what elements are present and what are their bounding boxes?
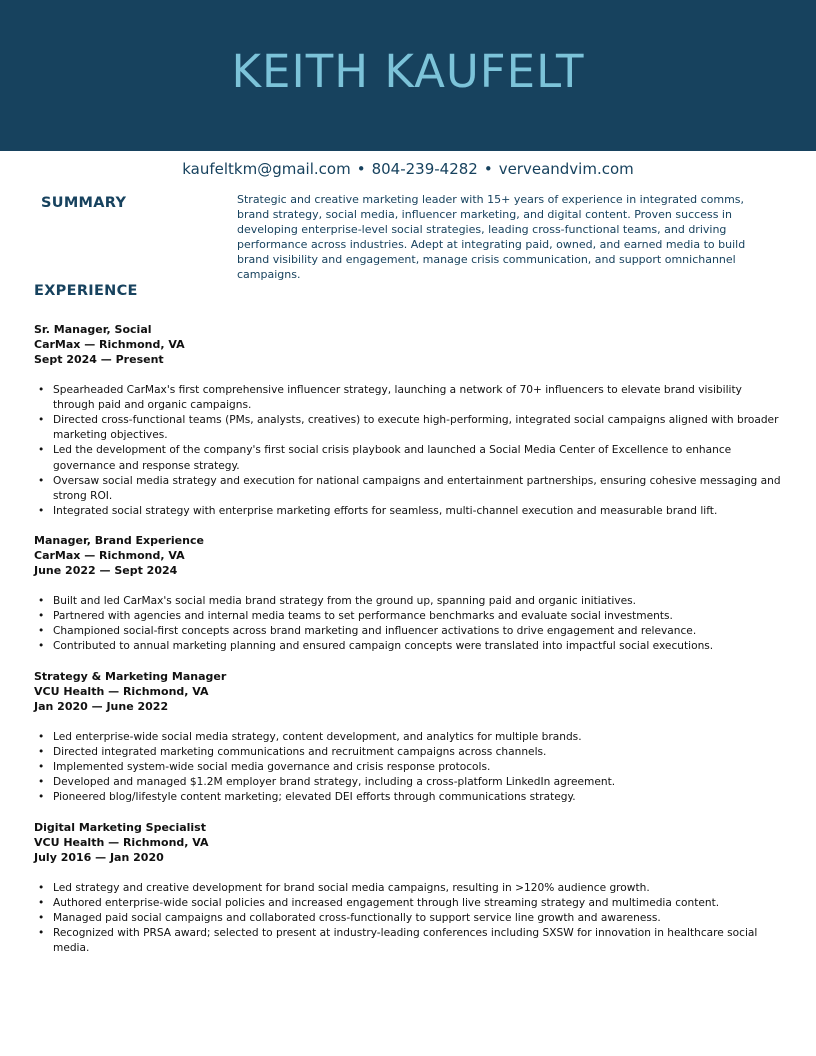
- job-bullet: • Implemented system-wide social media governance and crisis response protocols.: [53, 760, 784, 775]
- job-bullet: • Contributed to annual marketing planning and ensured campaign concepts were translated into impactful social executions.: [53, 639, 784, 654]
- job-bullet: • Integrated social strategy with enterprise marketing efforts for seamless, multi-channel execution and measurable brand lift.: [53, 504, 784, 519]
- job-bullet: • Championed social-first concepts across brand marketing and influencer activations to drive engagement and relevance.: [53, 624, 784, 639]
- job-dates: Sept 2024 — Present: [34, 353, 164, 367]
- job-bullets: [34, 383, 784, 520]
- job-entry: [34, 322, 784, 519]
- job-entry: [34, 669, 784, 806]
- job-bullet: • Spearheaded CarMax's first comprehensive influencer strategy, launching a network of 70+ influencers to elevate brand visibility through paid and organic campaigns.: [53, 383, 784, 413]
- summary-heading: SUMMARY: [41, 195, 127, 211]
- job-bullet: • Managed paid social campaigns and collaborated cross-functionally to support service line growth and awareness.: [53, 911, 784, 926]
- job-bullet: • Recognized with PRSA award; selected to present at industry-leading conferences including SXSW for innovation in healthcare social media.: [53, 926, 784, 956]
- contact-separator: •: [356, 160, 366, 178]
- job-bullet: • Directed integrated marketing communications and recruitment campaigns across channels.: [53, 745, 784, 760]
- job-bullet: • Authored enterprise-wide social policies and increased engagement through live streaming strategy and multimedia content.: [53, 896, 784, 911]
- job-company: CarMax — Richmond, VA: [34, 549, 185, 563]
- experience-heading: EXPERIENCE: [34, 283, 138, 299]
- job-bullet: • Pioneered blog/lifestyle content marketing; elevated DEI efforts through communications strategy.: [53, 790, 784, 805]
- job-role: Manager, Brand Experience: [34, 534, 204, 547]
- job-bullet: • Directed cross-functional teams (PMs, analysts, creatives) to execute high-performing, integrated social campaigns aligned with broader marketing objectives.: [53, 413, 784, 443]
- job-bullet: • Led strategy and creative development for brand social media campaigns, resulting in >120% audience growth.: [53, 881, 784, 896]
- job-bullets: [34, 730, 784, 806]
- job-role: Sr. Manager, Social: [34, 323, 152, 336]
- job-bullet: • Led enterprise-wide social media strategy, content development, and analytics for multiple brands.: [53, 730, 784, 745]
- job-bullet: • Oversaw social media strategy and execution for national campaigns and entertainment partnerships, ensuring cohesive messaging and strong ROI.: [53, 474, 784, 504]
- job-dates: July 2016 — Jan 2020: [34, 851, 164, 865]
- job-entry: [34, 533, 784, 654]
- job-bullets: [34, 594, 784, 655]
- job-entry: [34, 820, 784, 957]
- summary-text: Strategic and creative marketing leader with 15+ years of experience in integrated comms, brand strategy, social media, influencer marketing, and digital content. Proven success in developing enterprise-level social strategies, leading cross-functional teams, and driving performance across industries. Adept at integrating paid, owned, and earned media to build brand visibility and engagement, manage crisis communication, and support omnichannel campaigns.: [237, 193, 746, 281]
- candidate-name: KEITH KAUFELT: [231, 45, 585, 98]
- job-company: CarMax — Richmond, VA: [34, 338, 185, 352]
- job-bullet: • Built and led CarMax's social media brand strategy from the ground up, spanning paid and organic initiatives.: [53, 594, 784, 609]
- header-banner: [0, 0, 816, 151]
- job-bullet: • Developed and managed $1.2M employer brand strategy, including a cross-platform LinkedIn agreement.: [53, 775, 784, 790]
- job-company: VCU Health — Richmond, VA: [34, 685, 209, 699]
- job-role: Strategy & Marketing Manager: [34, 670, 227, 683]
- job-dates: June 2022 — Sept 2024: [34, 564, 178, 578]
- phone-number[interactable]: 804-239-4282: [371, 160, 478, 178]
- job-bullets: [34, 881, 784, 957]
- contact-line: [0, 159, 816, 179]
- job-company: VCU Health — Richmond, VA: [34, 836, 209, 850]
- email-link[interactable]: kaufeltkm@gmail.com: [182, 160, 351, 178]
- job-role: Digital Marketing Specialist: [34, 821, 206, 834]
- job-bullet: • Led the development of the company's first social crisis playbook and launched a Social Media Center of Excellence to enhance governance and response strategy.: [53, 443, 784, 473]
- job-dates: Jan 2020 — June 2022: [34, 700, 169, 714]
- contact-separator: •: [483, 160, 493, 178]
- job-bullet: • Partnered with agencies and internal media teams to set performance benchmarks and evaluate social investments.: [53, 609, 784, 624]
- website-link[interactable]: verveandvim.com: [498, 160, 634, 178]
